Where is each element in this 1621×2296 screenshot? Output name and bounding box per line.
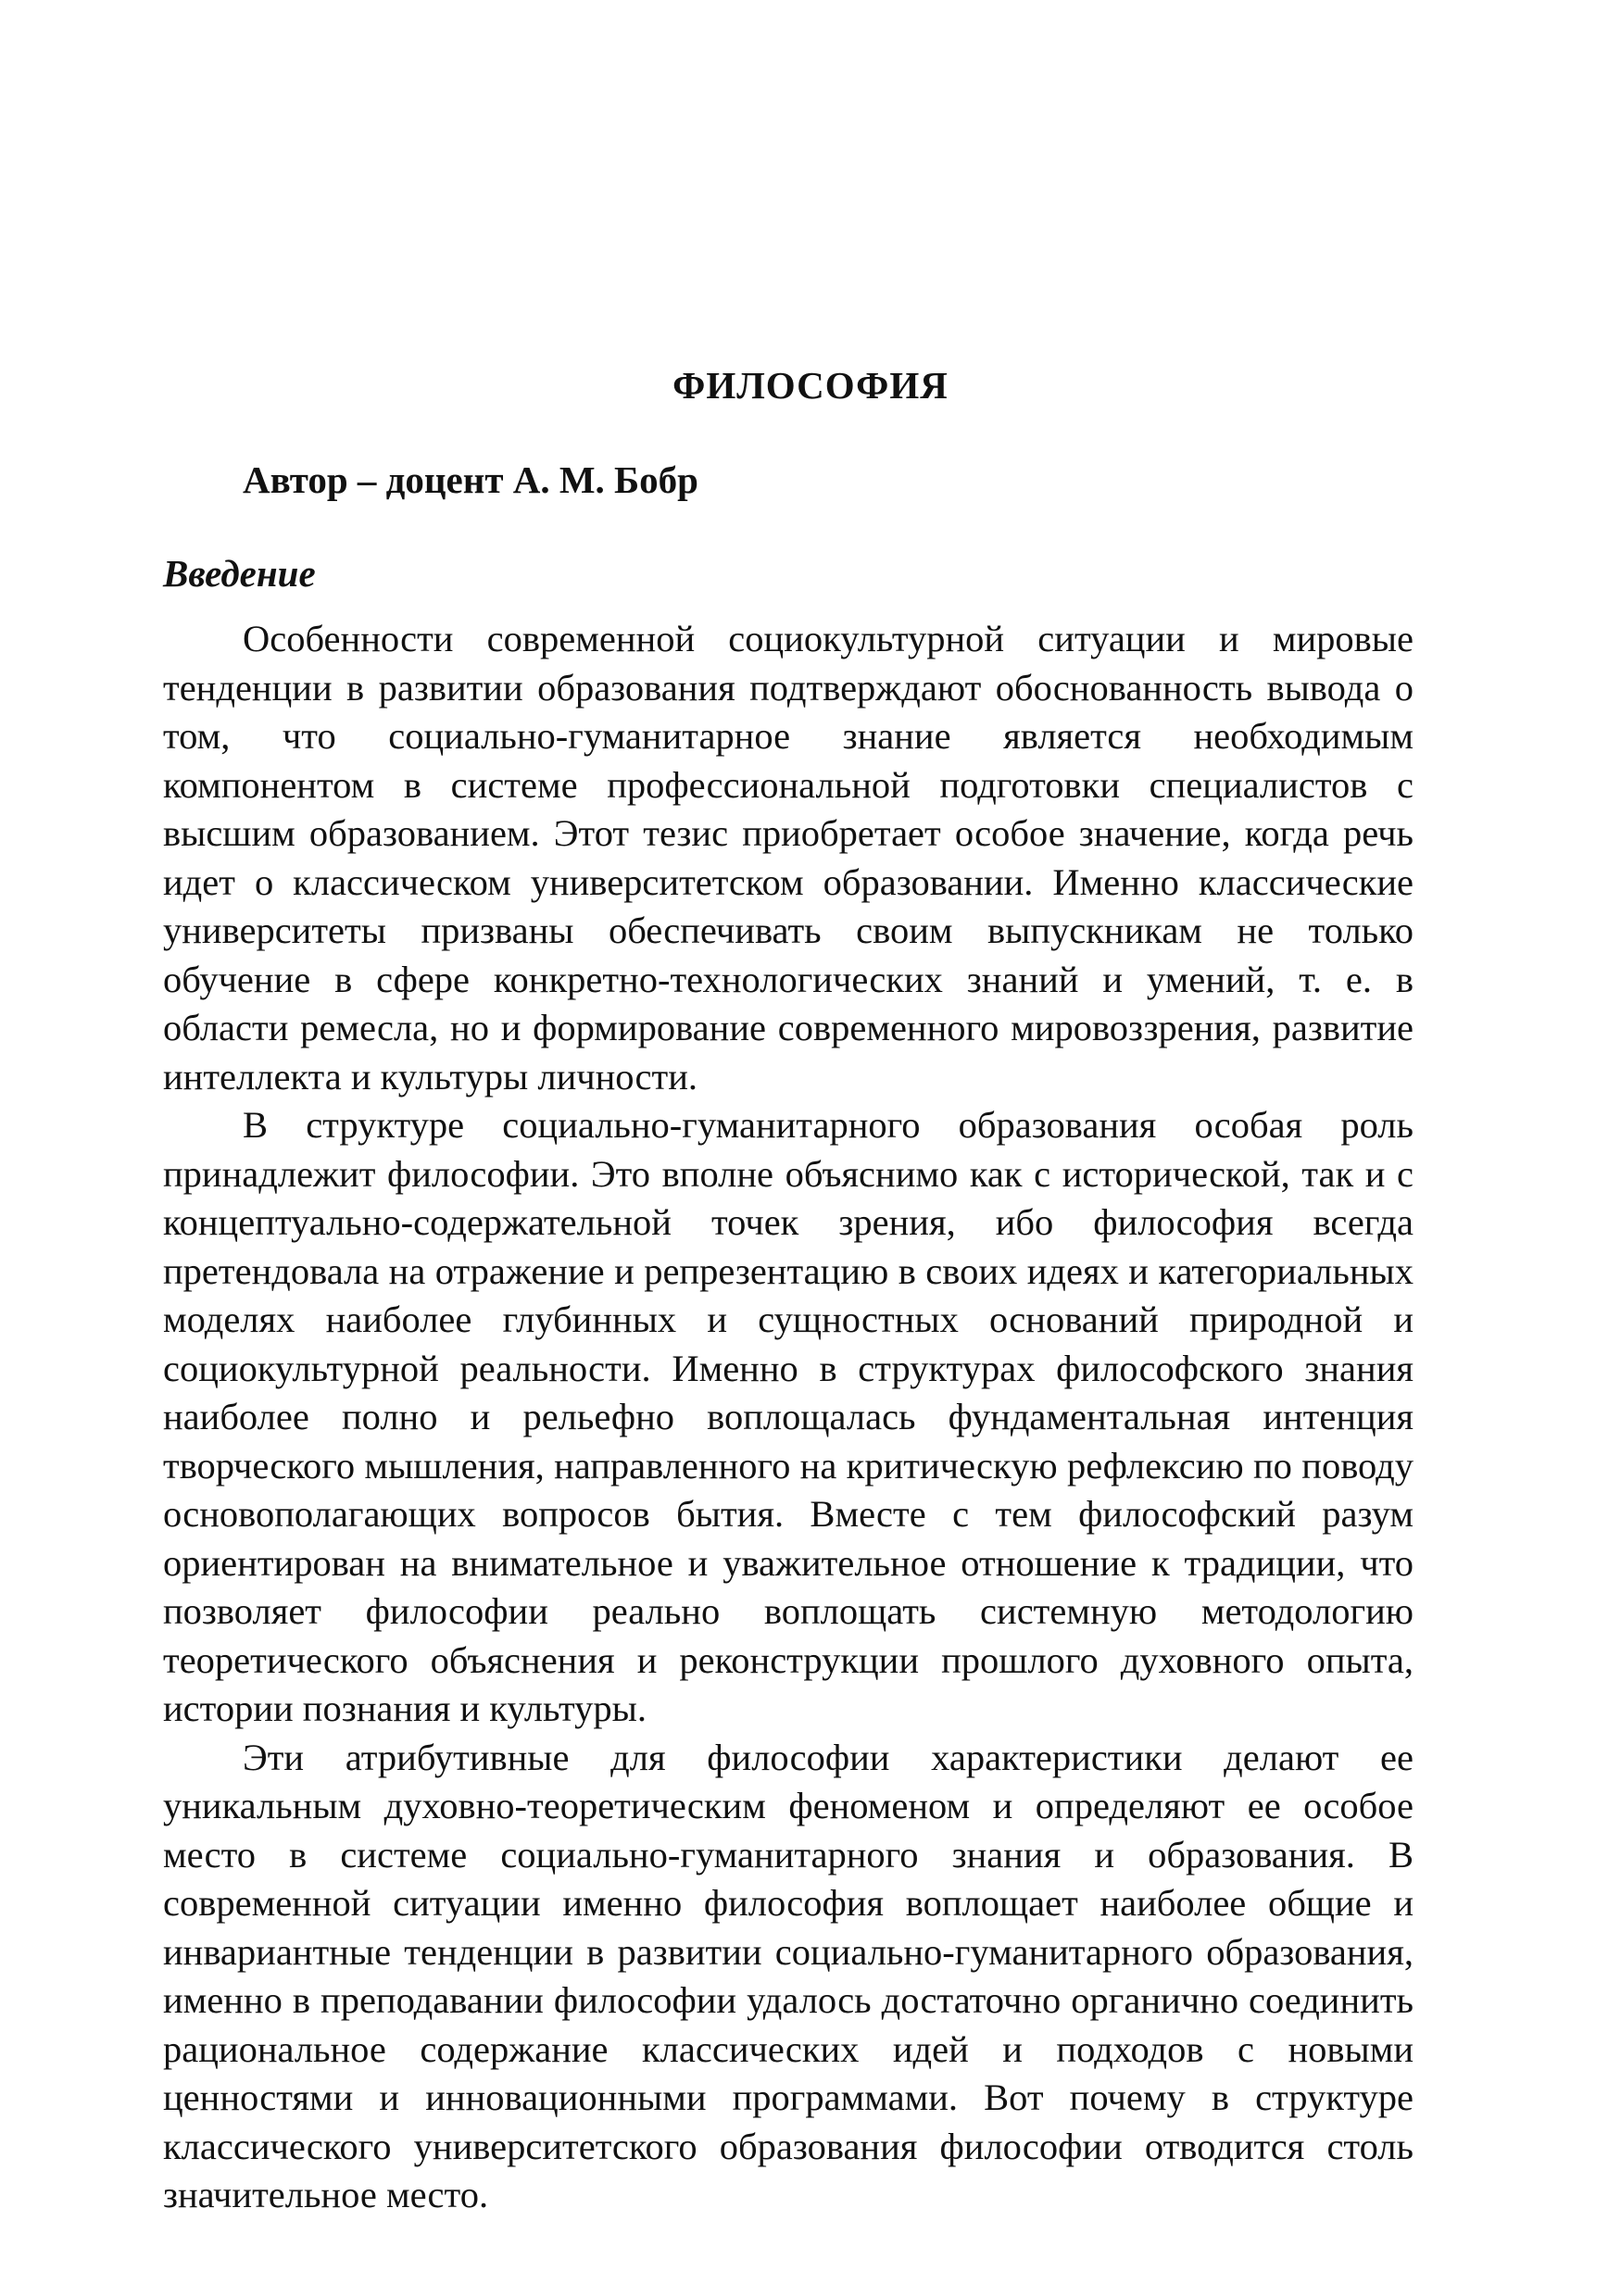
page-title: ФИЛОСОФИЯ bbox=[672, 364, 949, 407]
paragraph-2: В структуре социально-гуманитарного образования особая роль принадлежит философии. Это вполне объяснимо как с исторической, так и с концептуально-содержательной точек зрения, ибо философия всегда претендовала на отражение и репрезентацию в своих идеях и категориальных моделях наиболее глубинных и сущностных оснований природной и социокультурной реальности. Именно в структурах философского знания наиболее полно и рельефно воплощалась фундаментальная интенция творческого мышления, направленного на критическую рефлексию по поводу основополагающих вопросов бытия. Вместе с тем философский разум ориентирован на внимательное и уважительное отношение к традиции, что позволяет философии реально воплощать системную методологию теоретического объяснения и реконструкции прошлого духовного опыта, истории познания и культуры. bbox=[163, 1104, 1414, 1729]
section-heading: Введение bbox=[163, 552, 316, 595]
paragraph-1: Особенности современной социокультурной ситуации и мировые тенденции в развитии образования подтверждают обоснованность вывода о том, что социально-гуманитарное знание является необходимым компонентом в системе профессиональной подготовки специалистов с высшим образованием. Этот тезис приобретает особое значение, когда речь идет о классическом университетском образовании. Именно классические университеты призваны обеспечивать своим выпускникам не только обучение в сфере конкретно-технологических знаний и умений, т. е. в области ремесла, но и формирование современного мировоззрения, развитие интеллекта и культуры личности. bbox=[163, 618, 1414, 1098]
author-line: Автор – доцент А. М. Бобр bbox=[243, 458, 698, 501]
paragraph-3: Эти атрибутивные для философии характеристики делают ее уникальным духовно-теоретическим феноменом и определяют ее особое место в системе социально-гуманитарного знания и образования. В современной ситуации именно философия воплощает наиболее общие и инвариантные тенденции в развитии социально-гуманитарного образования, именно в преподавании философии удалось достаточно органично соединить рациональное содержание классических идей и подходов с новыми ценностями и инновационными программами. Вот почему в структуре классического университетского образования философии отводится столь значительное место. bbox=[163, 1736, 1414, 2215]
body-text bbox=[163, 615, 1414, 2220]
